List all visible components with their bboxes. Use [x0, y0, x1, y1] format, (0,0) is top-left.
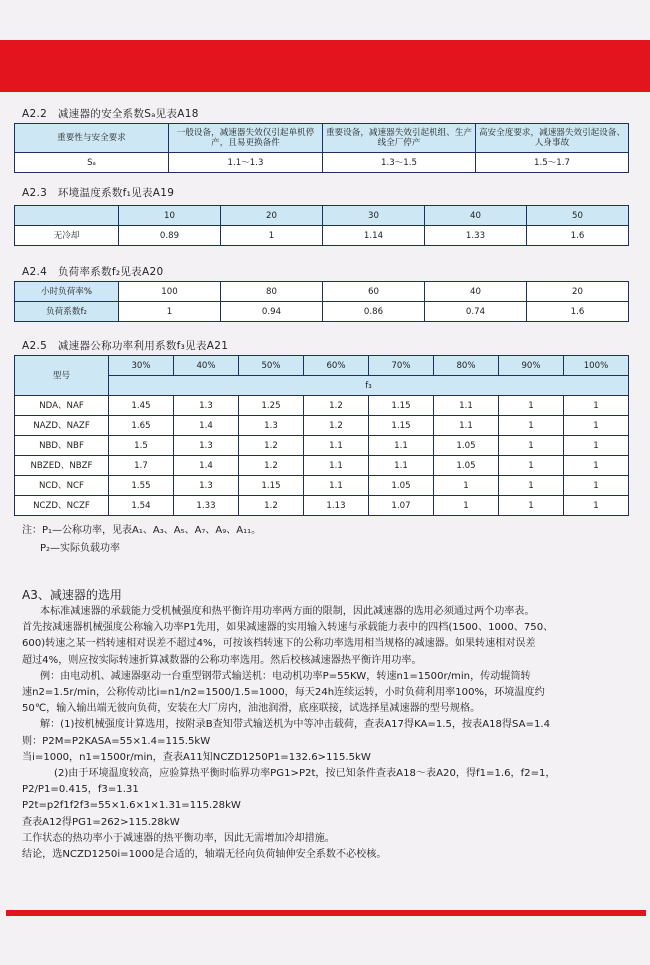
a21-cell: 1.4 [174, 416, 239, 436]
a21-cell: 1.05 [369, 476, 434, 496]
a18-col-2: 重要设备，减速器失效引起机组、生产线全厂停产 [323, 124, 476, 153]
a21-cell: 1.2 [239, 436, 304, 456]
a21-cell: 1.05 [434, 456, 499, 476]
a21-cell: 1 [499, 416, 564, 436]
a3-body [22, 604, 630, 863]
a21-cell: 1 [499, 396, 564, 416]
a21-pct-80: 80% [434, 356, 499, 376]
bottom-red-band [6, 910, 646, 916]
a21-row [15, 416, 629, 436]
a21-cell: 1.2 [304, 396, 369, 416]
a21-row [15, 456, 629, 476]
table-a19 [14, 205, 629, 246]
a21-cell: 1.54 [109, 496, 174, 516]
a21-cell: 1.33 [174, 496, 239, 516]
a21-cell: 1.1 [304, 456, 369, 476]
body-line: 当i=1000，n1=1500r/min，查表A11知NCZD1250P1=132.6>115.5kW [22, 751, 371, 763]
a21-cell: 1.3 [174, 396, 239, 416]
a19-val-30: 1.14 [323, 226, 425, 246]
a21-pct-30: 30% [109, 356, 174, 376]
a20-row1-label: 小时负荷率% [15, 282, 119, 302]
a21-f3-label: f₃ [109, 376, 629, 396]
a21-cell: 1.15 [239, 476, 304, 496]
body-line: 本标准减速器的承载能力受机械强度和热平衡许用功率两方面的限制，因此减速器的选用必须通过两个功率表。 [40, 606, 535, 617]
a21-model: NDA、NAF [15, 396, 109, 416]
body-line: 超过4%，则应按实际转速折算减数器的公称功率选用。然后校核减速器热平衡许用功率。 [22, 654, 422, 666]
a18-header-label: 重要性与安全要求 [15, 124, 169, 153]
a21-cell: 1.2 [239, 496, 304, 516]
note-p1: 注：P₁—公称功率，见表A₁、A₃、A₅、A₇、A₉、A₁₁。 [22, 525, 262, 536]
a21-cell: 1.3 [239, 416, 304, 436]
a19-val-10: 0.89 [119, 226, 221, 246]
body-line: 例：由电动机、减速器驱动一台重型钢带式输送机：电动机功率P=55KW，转速n1=1500r/min，传动辊筒转 [40, 670, 531, 682]
a21-cell: 1.05 [434, 436, 499, 456]
a21-cell: 1 [564, 436, 629, 456]
a21-cell: 1.15 [369, 396, 434, 416]
a21-cell: 1.15 [369, 416, 434, 436]
a20-r2-2: 0.94 [221, 302, 323, 322]
a21-cell: 1.25 [239, 396, 304, 416]
a21-type-label: 型号 [15, 356, 109, 396]
section-a23-title: A2.3 环境温度系数f₁见表A19 [22, 187, 175, 199]
section-a24-title: A2.4 负荷率系数f₂见表A20 [22, 266, 164, 278]
a21-cell: 1.1 [369, 456, 434, 476]
a21-row [15, 476, 629, 496]
a20-r2-1: 1 [119, 302, 221, 322]
body-line: 工作状态的热功率小于减速器的热平衡功率，因此无需增加冷却措施。 [22, 832, 335, 844]
a18-row-label: Sₐ [15, 153, 169, 173]
a21-model: NAZD、NAZF [15, 416, 109, 436]
a21-cell: 1.1 [434, 416, 499, 436]
a21-cell: 1.07 [369, 496, 434, 516]
a20-r1-5: 20 [527, 282, 629, 302]
body-line: P2/P1=0.415，f3=1.31 [22, 784, 139, 796]
a21-cell: 1 [434, 496, 499, 516]
a21-cell: 1 [499, 456, 564, 476]
a21-cell: 1.7 [109, 456, 174, 476]
table-a18 [14, 123, 629, 173]
a20-r2-3: 0.86 [323, 302, 425, 322]
a21-cell: 1 [499, 496, 564, 516]
a21-pct-40: 40% [174, 356, 239, 376]
a21-model: NBZED、NBZF [15, 456, 109, 476]
a18-col-1: 一般设备，减速器失效仅引起单机停产，且易更换备件 [169, 124, 323, 153]
a21-pct-70: 70% [369, 356, 434, 376]
a19-corner [15, 206, 119, 226]
a21-cell: 1.2 [304, 416, 369, 436]
a21-cell: 1.1 [434, 396, 499, 416]
a21-pct-50: 50% [239, 356, 304, 376]
top-red-band [0, 40, 650, 92]
a21-cell: 1.1 [304, 476, 369, 496]
a19-temp-30: 30 [323, 206, 425, 226]
a19-temp-20: 20 [221, 206, 323, 226]
a20-r1-1: 100 [119, 282, 221, 302]
a21-model: NCZD、NCZF [15, 496, 109, 516]
a21-cell: 1 [564, 456, 629, 476]
a21-pct-100: 100% [564, 356, 629, 376]
a20-r2-4: 0.74 [425, 302, 527, 322]
a19-val-40: 1.33 [425, 226, 527, 246]
a19-temp-40: 40 [425, 206, 527, 226]
body-line: 结论，选NCZD1250i=1000是合适的，轴端无径向负荷轴伸安全系数不必校核。 [22, 849, 387, 861]
a20-r1-4: 40 [425, 282, 527, 302]
a18-col-3: 高安全度要求，减速器失效引起设备、人身事故 [476, 124, 629, 153]
a20-row2-label: 负荷系数f₂ [15, 302, 119, 322]
body-line: 解：(1)按机械强度计算选用，按附录B查知带式输送机为中等冲击载荷，查表A17得KA=1.5，按表A18得SA=1.4 [40, 719, 551, 731]
a21-pct-60: 60% [304, 356, 369, 376]
a21-row [15, 396, 629, 416]
section-a3-heading: A3、减速器的选用 [22, 588, 122, 602]
a21-cell: 1.3 [174, 476, 239, 496]
a21-cell: 1.13 [304, 496, 369, 516]
a21-cell: 1 [564, 496, 629, 516]
a21-cell: 1 [564, 476, 629, 496]
a21-cell: 1.2 [239, 456, 304, 476]
note-p2: P₂—实际负载功率 [40, 543, 121, 554]
body-line: 首先按减速器机械强度公称输入功率P1先用，如果减速器的实用输入转速与承载能力表中的四档(1500、1000、750、 [22, 622, 554, 634]
a21-cell: 1.65 [109, 416, 174, 436]
section-a22-title: A2.2 减速器的安全系数Sₐ见表A18 [22, 108, 199, 120]
a21-cell: 1 [564, 416, 629, 436]
a21-cell: 1 [499, 476, 564, 496]
body-line: P2t=p2f1f2f3=55×1.6×1×1.31=115.28kW [22, 800, 241, 812]
table-a21-body [14, 395, 629, 516]
a21-cell: 1.55 [109, 476, 174, 496]
a20-r1-3: 60 [323, 282, 425, 302]
a21-row [15, 436, 629, 456]
a21-pct-90: 90% [499, 356, 564, 376]
body-line: 50℃，输入输出端无彼向负荷，安装在大厂房内，油池润滑，底座联接，试选择星减速器的型号规格。 [22, 703, 481, 715]
body-line: 查表A12得PG1=262>115.28kW [22, 816, 180, 828]
a20-r1-2: 80 [221, 282, 323, 302]
a20-r2-5: 1.6 [527, 302, 629, 322]
a21-cell: 1.45 [109, 396, 174, 416]
a18-val-1: 1.1～1.3 [169, 153, 323, 173]
a18-val-3: 1.5～1.7 [476, 153, 629, 173]
body-line: (2)由于环境温度较高，应验算热平衡时临界功率PG1>P2t，按已知条件查表A18～表A20，得f1=1.6，f2=1， [54, 768, 556, 780]
a19-temp-50: 50 [527, 206, 629, 226]
a19-val-50: 1.6 [527, 226, 629, 246]
a21-cell: 1 [564, 396, 629, 416]
table-a20 [14, 281, 629, 322]
table-a21 [14, 355, 629, 396]
a19-row-label: 无冷却 [15, 226, 119, 246]
a21-model: NBD、NBF [15, 436, 109, 456]
a19-temp-10: 10 [119, 206, 221, 226]
a21-model: NCD、NCF [15, 476, 109, 496]
section-a25-title: A2.5 减速器公称功率利用系数f₃见表A21 [22, 340, 229, 352]
a21-cell: 1.4 [174, 456, 239, 476]
a18-val-2: 1.3～1.5 [323, 153, 476, 173]
body-line: 600)转速之某一档转速相对误差不超过4%，可按该档转速下的公称功率选用相当规格的减速器。如果转速相对误差 [22, 638, 536, 650]
a21-row [15, 496, 629, 516]
a21-cell: 1.3 [174, 436, 239, 456]
a19-val-20: 1 [221, 226, 323, 246]
body-line: 则：P2M=P2KASA=55×1.4=115.5kW [22, 735, 211, 747]
body-line: 速n2=1.5r/min，公称传动比i=n1/n2=1500/1.5=1000，每天24h连续运转，小时负荷利用率100%，环境温度约 [22, 687, 545, 699]
a21-cell: 1 [499, 436, 564, 456]
a21-cell: 1 [434, 476, 499, 496]
a21-cell: 1.1 [304, 436, 369, 456]
a21-cell: 1.1 [369, 436, 434, 456]
a21-cell: 1.5 [109, 436, 174, 456]
